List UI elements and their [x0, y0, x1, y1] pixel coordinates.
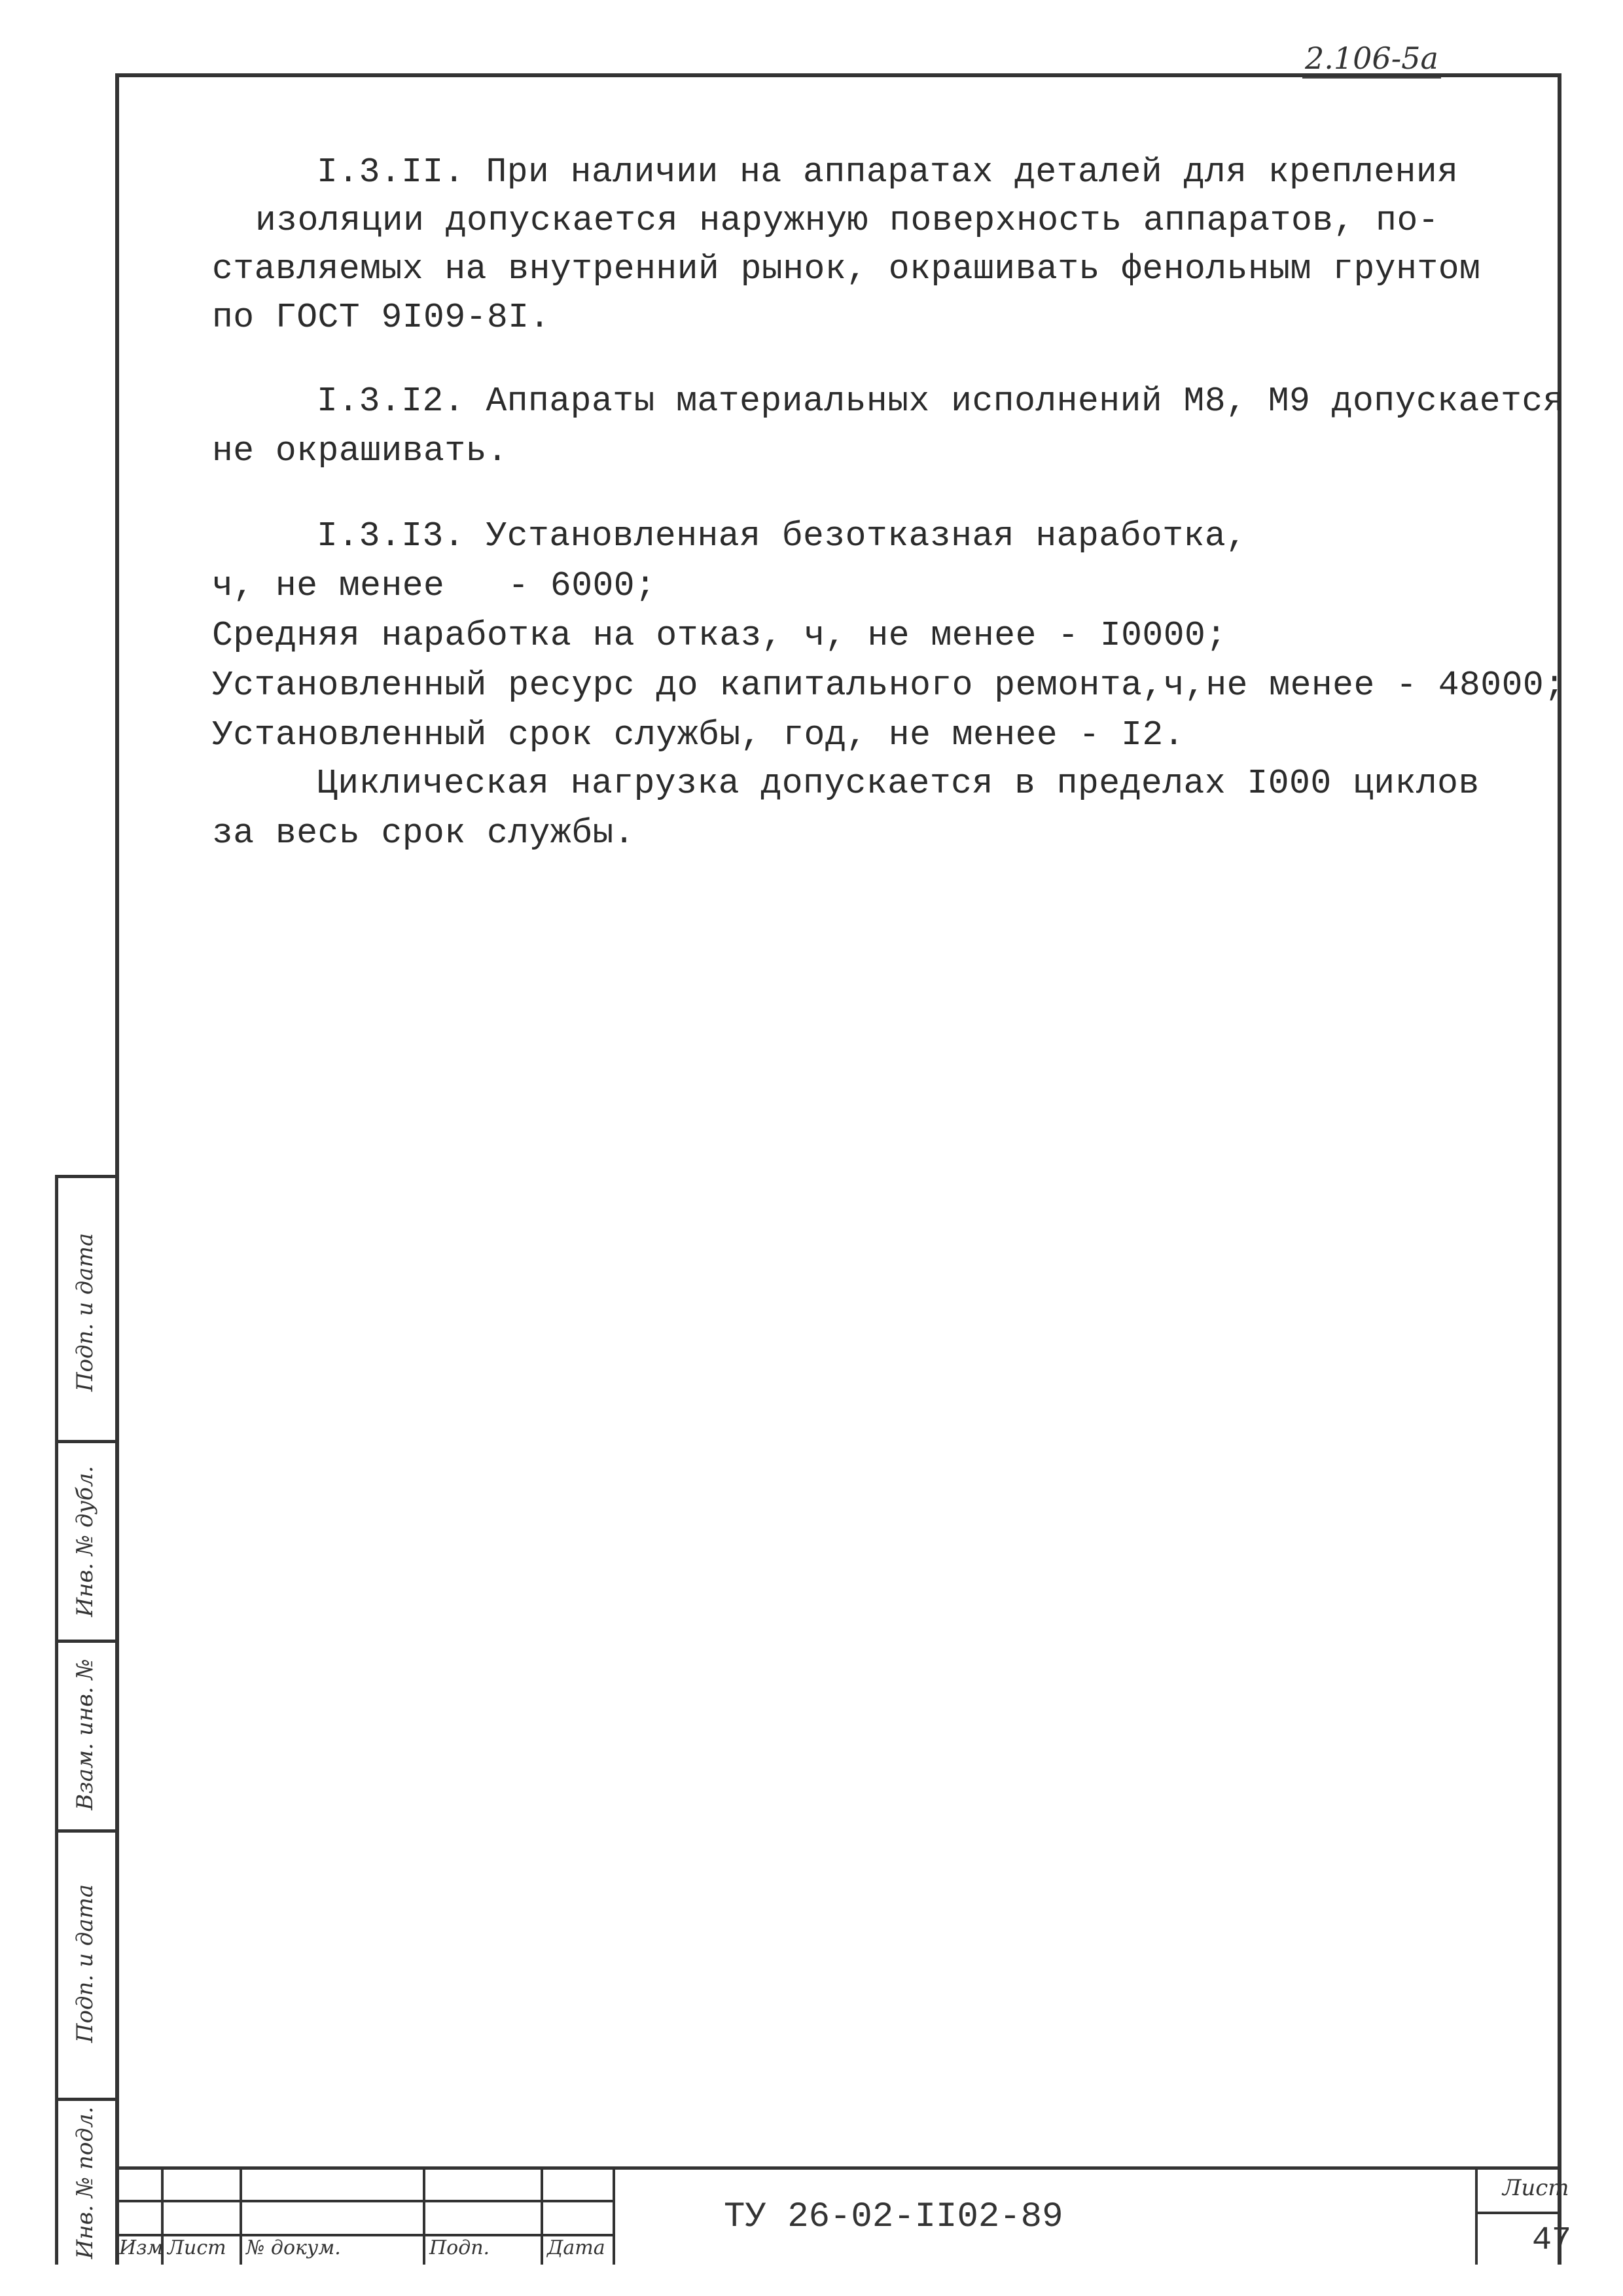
margin-divider	[55, 2098, 115, 2101]
header-date: Дата	[547, 2236, 605, 2259]
title-block-divider	[1475, 2170, 1478, 2265]
title-block-divider	[613, 2170, 615, 2265]
title-block	[115, 2166, 1572, 2265]
margin-label: Взам. инв. №	[72, 1659, 98, 1810]
document-designation: ТУ 26-02-II02-89	[724, 2197, 1063, 2237]
margin-strip-line	[55, 1178, 58, 2265]
header-change: Изм	[119, 2236, 164, 2259]
title-block-row	[1475, 2212, 1561, 2214]
header-signature: Подп.	[429, 2236, 490, 2259]
sheet-label: Лист	[1503, 2175, 1569, 2201]
text-line: изоляции допускается наружную поверхность аппаратов, по-	[255, 201, 1440, 240]
sheet-number: 47	[1532, 2222, 1572, 2259]
margin-label: Инв. № подл.	[72, 2106, 98, 2259]
title-block-row	[115, 2200, 613, 2202]
title-block-divider	[423, 2170, 425, 2265]
margin-divider	[55, 1440, 115, 1443]
text-line: I.3.I3. Установленная безотказная наработка,	[317, 516, 1247, 556]
header-sheet: Лист	[168, 2236, 226, 2259]
text-line: Установленный срок службы, год, не менее - I2.	[212, 715, 1185, 755]
document-code-top: 2.106-5а	[1302, 41, 1441, 79]
text-line: I.3.I2. Аппараты материальных исполнений М8, М9 допускается	[317, 382, 1565, 421]
header-doc-number: № докум.	[246, 2236, 341, 2259]
margin-label: Инв. № дубл.	[72, 1465, 98, 1617]
text-line: Циклическая нагрузка допускается в пределах I000 циклов	[317, 764, 1480, 803]
text-line: не окрашивать.	[212, 431, 508, 471]
text-line: Установленный ресурс до капитального ремонта,ч,не менее - 48000;	[212, 666, 1565, 705]
text-line: ч, не менее - 6000;	[212, 566, 656, 605]
title-block-divider	[240, 2170, 242, 2265]
margin-label: Подп. и дата	[72, 1232, 98, 1392]
text-line: по ГОСТ 9I09-8I.	[212, 298, 550, 337]
text-line: Средняя наработка на отказ, ч, не менее - I0000;	[212, 616, 1227, 655]
title-block-divider	[541, 2170, 543, 2265]
margin-strip	[55, 1175, 115, 2265]
margin-divider	[55, 1829, 115, 1833]
text-line: I.3.II. При наличии на аппаратах деталей для крепления	[317, 152, 1459, 192]
margin-divider	[55, 1640, 115, 1643]
text-line: за весь срок службы.	[212, 814, 635, 853]
margin-label: Подп. и дата	[72, 1884, 98, 2043]
text-line: ставляемых на внутренний рынок, окрашивать фенольным грунтом	[212, 249, 1481, 289]
